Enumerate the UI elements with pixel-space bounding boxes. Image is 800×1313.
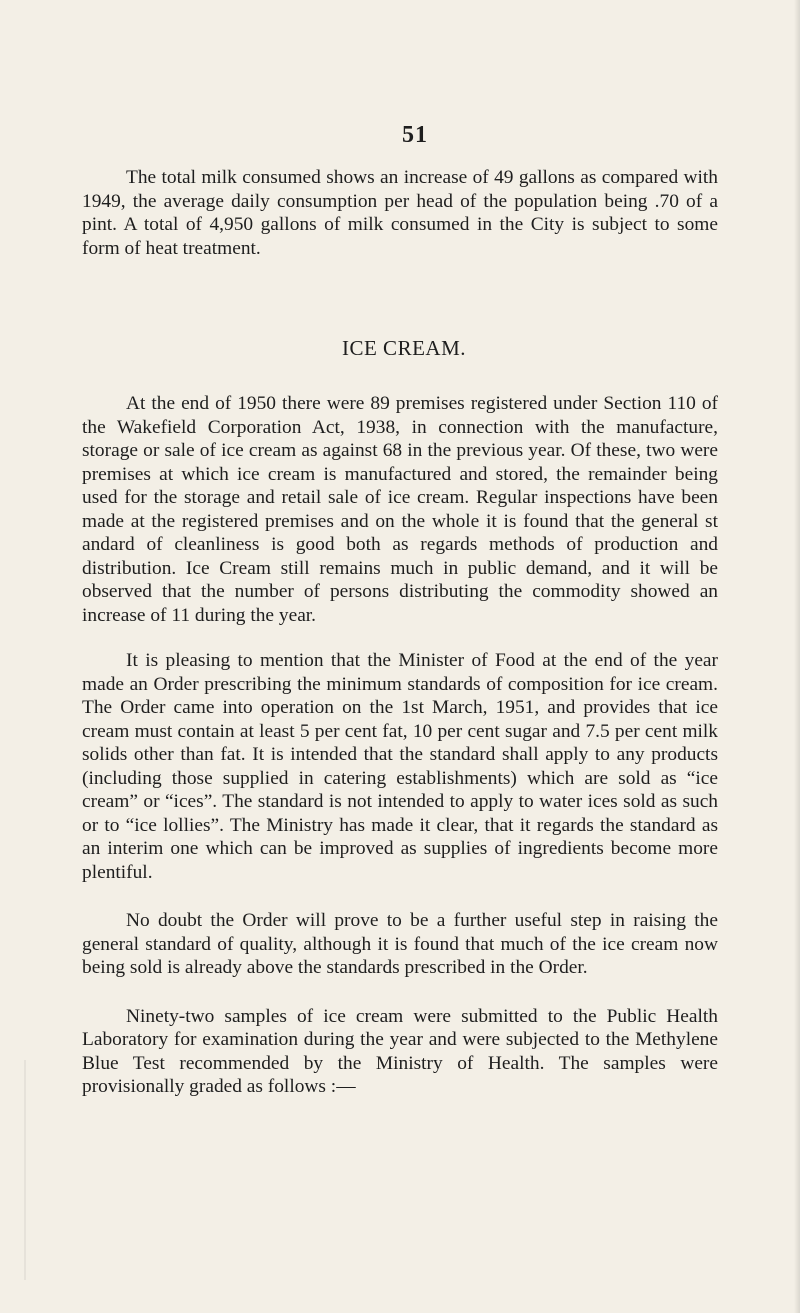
paragraph-milk-consumption: The total milk consumed shows an increase of 49 gallons as compared with 1949, the average daily consumption per head of the population being .70 of a pint. A total of 4,950 gallons of milk consumed in the City is subject to some form of heat treatment. (82, 167, 718, 259)
paragraph-standard-quality: No doubt the Order will prove to be a further useful step in raising the general standard of quality, although it is found that much of the ice cream now being sold is already above the standards prescribed in the Order. (82, 910, 718, 978)
paragraph-ministry-order: It is pleasing to mention that the Minister of Food at the end of the year made an Order prescribing the minimum standards of composition for ice cream. The Order came into operation on the 1st March, 1951, and provides that ice cream must contain at least 5 per cent fat, 10 per cent sugar and 7.5 per cent milk solids other than fat. It is intended that the standard shall apply to any products (including those supplied in catering establishments) which are sold as “ice cream” or “ices”. The standard is not intended to apply to water ices sold as such or to “ice lollies”. The Ministry has made it clear, that it regards the standard as an interim one which can be improved as supplies of ingredients become more plentiful. (82, 650, 718, 883)
section-heading-ice-cream: ICE CREAM. (341, 336, 466, 360)
paragraph-samples: Ninety-two samples of ice cream were submitted to the Public Health Laboratory for examination during the year and were subjected to the Methylene Blue Test recommended by the Ministry of Health. The samples were provisionally graded as follows :— (82, 1005, 718, 1097)
document-body (82, 166, 718, 1099)
page-edge-shadow (794, 0, 800, 1313)
page-crease (24, 1060, 26, 1280)
paragraph-registered-premises: At the end of 1950 there were 89 premises registered under Section 110 of the Wakefield Corporation Act, 1938, in connection with the manufacture, storage or sale of ice cream as against 68 in the previous year. Of these, two were premises at which ice cream is manufactured and stored, the remainder being used for the storage and retail sale of ice cream. Regular inspections have been made at the registered premises and on the whole it is found that the general st andard of cleanliness is good both as regards methods of production and distribution. Ice Cream still remains much in public demand, and it will be observed that the number of persons distributing the commodity showed an increase of 11 during the year. (82, 393, 718, 626)
page-number: 51 (402, 122, 428, 148)
